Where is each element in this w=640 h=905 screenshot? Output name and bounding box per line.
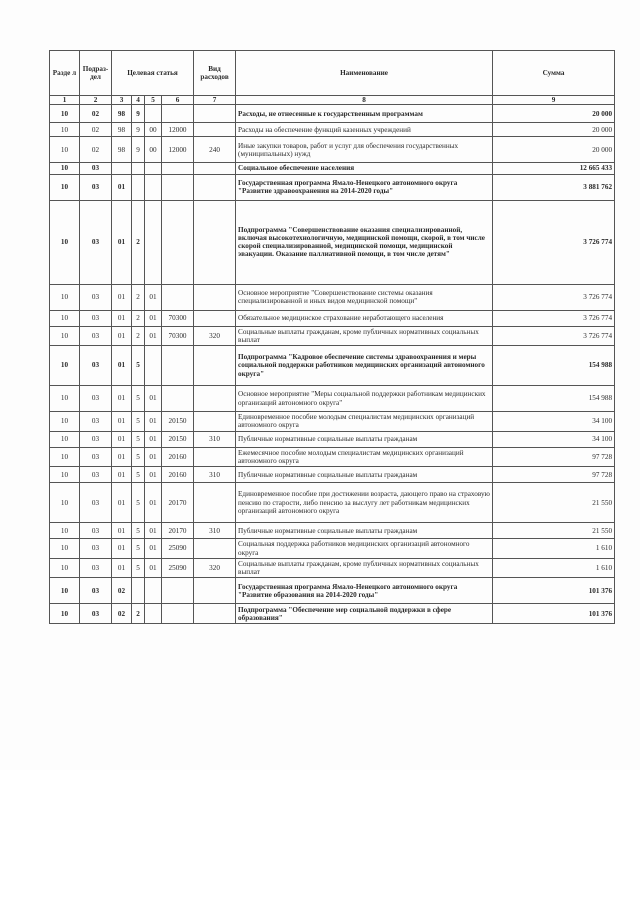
- cell-expense-type: [194, 123, 236, 137]
- cell-subprogram: 5: [132, 467, 145, 483]
- cell-sum: 154 988: [493, 386, 615, 412]
- cell-podrazdel: 02: [80, 123, 112, 137]
- cell-expense-type: [194, 447, 236, 467]
- cell-subprogram: [132, 174, 145, 200]
- cell-podrazdel: 03: [80, 412, 112, 432]
- cell-sum: 3 726 774: [493, 326, 615, 346]
- cell-activity: 00: [145, 137, 162, 163]
- cell-podrazdel: 02: [80, 137, 112, 163]
- cell-direction: 70300: [162, 326, 194, 346]
- cell-razdel: 10: [50, 174, 80, 200]
- cell-sum: 12 665 433: [493, 163, 615, 174]
- cell-expense-type: [194, 200, 236, 284]
- header-expense-type: Вид расходов: [194, 51, 236, 96]
- cell-razdel: 10: [50, 467, 80, 483]
- cell-podrazdel: 03: [80, 483, 112, 523]
- column-number: 3: [112, 96, 132, 105]
- cell-subprogram: 2: [132, 310, 145, 326]
- cell-expense-type: [194, 386, 236, 412]
- cell-activity: 01: [145, 386, 162, 412]
- cell-razdel: 10: [50, 431, 80, 447]
- cell-expense-type: [194, 346, 236, 386]
- cell-program: 01: [112, 346, 132, 386]
- cell-razdel: 10: [50, 137, 80, 163]
- cell-expense-type: [194, 578, 236, 604]
- cell-name: Единовременное пособие молодым специалистам медицинских организаций автономного округа: [236, 412, 493, 432]
- cell-direction: [162, 578, 194, 604]
- cell-direction: [162, 174, 194, 200]
- cell-podrazdel: 03: [80, 346, 112, 386]
- cell-expense-type: 310: [194, 523, 236, 539]
- cell-direction: 25090: [162, 558, 194, 578]
- cell-sum: 21 550: [493, 483, 615, 523]
- cell-razdel: 10: [50, 539, 80, 559]
- cell-subprogram: 5: [132, 412, 145, 432]
- table-row: [50, 431, 615, 447]
- header-name: Наименование: [236, 51, 493, 96]
- cell-program: 01: [112, 467, 132, 483]
- cell-name: Иные закупки товаров, работ и услуг для обеспечения государственных (муниципальных) нужд: [236, 137, 493, 163]
- table-row: [50, 200, 615, 284]
- cell-activity: [145, 163, 162, 174]
- cell-name: Публичные нормативные социальные выплаты гражданам: [236, 467, 493, 483]
- cell-sum: 1 610: [493, 539, 615, 559]
- cell-sum: 154 988: [493, 346, 615, 386]
- cell-name: Государственная программа Ямало-Ненецкого автономного округа "Развитие здравоохранения на 2014-2020 годы": [236, 174, 493, 200]
- column-number: 6: [162, 96, 194, 105]
- cell-direction: [162, 163, 194, 174]
- cell-direction: [162, 346, 194, 386]
- table-row: [50, 578, 615, 604]
- cell-name: Обязательное медицинское страхование неработающего населения: [236, 310, 493, 326]
- cell-sum: 97 728: [493, 467, 615, 483]
- cell-expense-type: 310: [194, 431, 236, 447]
- cell-expense-type: [194, 412, 236, 432]
- cell-program: 01: [112, 386, 132, 412]
- cell-razdel: 10: [50, 163, 80, 174]
- table-row: [50, 174, 615, 200]
- cell-podrazdel: 03: [80, 604, 112, 624]
- cell-expense-type: [194, 284, 236, 310]
- cell-activity: 01: [145, 539, 162, 559]
- cell-direction: 20150: [162, 412, 194, 432]
- cell-podrazdel: 03: [80, 578, 112, 604]
- cell-direction: 12000: [162, 123, 194, 137]
- cell-sum: 21 550: [493, 523, 615, 539]
- table-row: [50, 346, 615, 386]
- cell-program: [112, 163, 132, 174]
- cell-razdel: 10: [50, 604, 80, 624]
- cell-activity: 01: [145, 523, 162, 539]
- cell-sum: 101 376: [493, 578, 615, 604]
- table-row: [50, 539, 615, 559]
- column-number-row: [50, 96, 615, 105]
- cell-program: 01: [112, 558, 132, 578]
- cell-subprogram: 5: [132, 386, 145, 412]
- table-row: [50, 105, 615, 123]
- cell-direction: [162, 386, 194, 412]
- table-row: [50, 558, 615, 578]
- cell-name: Социальные выплаты гражданам, кроме публичных нормативных социальных выплат: [236, 326, 493, 346]
- cell-program: 01: [112, 431, 132, 447]
- header-target-article: Целевая статья: [112, 51, 194, 96]
- cell-name: Подпрограмма "Обеспечение мер социальной поддержки в сфере образования": [236, 604, 493, 624]
- cell-razdel: 10: [50, 310, 80, 326]
- cell-activity: [145, 604, 162, 624]
- table-row: [50, 284, 615, 310]
- cell-activity: 01: [145, 284, 162, 310]
- cell-activity: [145, 578, 162, 604]
- column-number: 7: [194, 96, 236, 105]
- cell-subprogram: [132, 578, 145, 604]
- cell-podrazdel: 03: [80, 447, 112, 467]
- header-podrazdel: Подраз-дел: [80, 51, 112, 96]
- cell-activity: 00: [145, 123, 162, 137]
- cell-sum: 3 726 774: [493, 310, 615, 326]
- cell-program: 02: [112, 604, 132, 624]
- table-body: [50, 105, 615, 624]
- cell-program: 01: [112, 539, 132, 559]
- cell-direction: 20170: [162, 523, 194, 539]
- cell-name: Основное мероприятие "Меры социальной поддержки работникам медицинских организаций автономного округа": [236, 386, 493, 412]
- cell-activity: 01: [145, 326, 162, 346]
- cell-program: 01: [112, 483, 132, 523]
- cell-direction: 20150: [162, 431, 194, 447]
- table-row: [50, 604, 615, 624]
- cell-program: 01: [112, 284, 132, 310]
- cell-name: Подпрограмма "Кадровое обеспечение системы здравоохранения и меры социальной поддержки работников медицинских организаций автономного округа": [236, 346, 493, 386]
- cell-program: 01: [112, 200, 132, 284]
- cell-activity: 01: [145, 447, 162, 467]
- cell-direction: [162, 105, 194, 123]
- cell-program: 98: [112, 137, 132, 163]
- cell-expense-type: 320: [194, 326, 236, 346]
- table-row: [50, 310, 615, 326]
- cell-podrazdel: 03: [80, 200, 112, 284]
- cell-razdel: 10: [50, 523, 80, 539]
- cell-subprogram: 9: [132, 105, 145, 123]
- cell-name: Социальная поддержка работников медицинских организаций автономного округа: [236, 539, 493, 559]
- cell-activity: 01: [145, 412, 162, 432]
- cell-razdel: 10: [50, 346, 80, 386]
- cell-program: 01: [112, 174, 132, 200]
- cell-sum: 1 610: [493, 558, 615, 578]
- cell-program: 98: [112, 105, 132, 123]
- cell-activity: [145, 346, 162, 386]
- cell-sum: 3 726 774: [493, 284, 615, 310]
- column-number: 5: [145, 96, 162, 105]
- cell-subprogram: 2: [132, 284, 145, 310]
- cell-name: Единовременное пособие при достижении возраста, дающего право на страховую пенсию по старости, либо пенсию за выслугу лет работникам медицинских организаций автономного округа: [236, 483, 493, 523]
- column-number: 1: [50, 96, 80, 105]
- cell-expense-type: [194, 604, 236, 624]
- table-row: [50, 447, 615, 467]
- cell-name: Государственная программа Ямало-Ненецкого автономного округа "Развитие образования на 2014-2020 годы": [236, 578, 493, 604]
- cell-sum: 20 000: [493, 137, 615, 163]
- cell-direction: 20170: [162, 483, 194, 523]
- cell-name: Социальное обеспечение населения: [236, 163, 493, 174]
- cell-razdel: 10: [50, 558, 80, 578]
- cell-name: Подпрограмма "Совершенствование оказания специализированной, включая высокотехнологичную, медицинской помощи, скорой, в том числе скорой специализированной, медицинской помощи, медицинской эвакуации. Оказание паллиативной помощи, в том числе детям": [236, 200, 493, 284]
- cell-subprogram: 9: [132, 123, 145, 137]
- cell-razdel: 10: [50, 578, 80, 604]
- cell-activity: 01: [145, 310, 162, 326]
- cell-program: 01: [112, 412, 132, 432]
- header-row: [50, 51, 615, 96]
- cell-activity: [145, 174, 162, 200]
- cell-sum: 34 100: [493, 412, 615, 432]
- cell-razdel: 10: [50, 200, 80, 284]
- table-row: [50, 163, 615, 174]
- cell-podrazdel: 03: [80, 310, 112, 326]
- cell-podrazdel: 03: [80, 467, 112, 483]
- cell-podrazdel: 03: [80, 326, 112, 346]
- cell-program: 01: [112, 523, 132, 539]
- cell-subprogram: 9: [132, 137, 145, 163]
- cell-razdel: 10: [50, 447, 80, 467]
- cell-sum: 97 728: [493, 447, 615, 467]
- cell-subprogram: 5: [132, 523, 145, 539]
- table-row: [50, 137, 615, 163]
- cell-razdel: 10: [50, 326, 80, 346]
- cell-sum: 3 881 762: [493, 174, 615, 200]
- cell-razdel: 10: [50, 105, 80, 123]
- cell-program: 02: [112, 578, 132, 604]
- cell-expense-type: [194, 163, 236, 174]
- cell-activity: 01: [145, 467, 162, 483]
- cell-subprogram: 5: [132, 346, 145, 386]
- cell-program: 01: [112, 310, 132, 326]
- column-number: 4: [132, 96, 145, 105]
- cell-razdel: 10: [50, 386, 80, 412]
- cell-direction: 12000: [162, 137, 194, 163]
- table-row: [50, 467, 615, 483]
- cell-podrazdel: 03: [80, 558, 112, 578]
- table-row: [50, 326, 615, 346]
- cell-activity: [145, 200, 162, 284]
- cell-name: Расходы, не отнесенные к государственным программам: [236, 105, 493, 123]
- cell-subprogram: 5: [132, 483, 145, 523]
- cell-direction: [162, 284, 194, 310]
- cell-activity: 01: [145, 483, 162, 523]
- cell-direction: 70300: [162, 310, 194, 326]
- cell-podrazdel: 03: [80, 431, 112, 447]
- column-number: 8: [236, 96, 493, 105]
- cell-expense-type: [194, 310, 236, 326]
- cell-podrazdel: 02: [80, 105, 112, 123]
- cell-subprogram: 2: [132, 604, 145, 624]
- cell-name: Расходы на обеспечение функций казенных учреждений: [236, 123, 493, 137]
- cell-activity: [145, 105, 162, 123]
- cell-name: Публичные нормативные социальные выплаты гражданам: [236, 431, 493, 447]
- cell-sum: 20 000: [493, 105, 615, 123]
- cell-sum: 101 376: [493, 604, 615, 624]
- cell-activity: 01: [145, 431, 162, 447]
- cell-activity: 01: [145, 558, 162, 578]
- cell-subprogram: 2: [132, 200, 145, 284]
- table-row: [50, 523, 615, 539]
- cell-direction: 20160: [162, 467, 194, 483]
- cell-podrazdel: 03: [80, 386, 112, 412]
- column-number: 9: [493, 96, 615, 105]
- cell-expense-type: [194, 483, 236, 523]
- cell-razdel: 10: [50, 483, 80, 523]
- cell-podrazdel: 03: [80, 523, 112, 539]
- cell-subprogram: 5: [132, 431, 145, 447]
- cell-expense-type: 320: [194, 558, 236, 578]
- cell-name: Социальные выплаты гражданам, кроме публичных нормативных социальных выплат: [236, 558, 493, 578]
- column-number: 2: [80, 96, 112, 105]
- cell-subprogram: 5: [132, 447, 145, 467]
- cell-name: Публичные нормативные социальные выплаты гражданам: [236, 523, 493, 539]
- cell-expense-type: 240: [194, 137, 236, 163]
- blank-margin: [0, 770, 640, 905]
- cell-direction: 25090: [162, 539, 194, 559]
- cell-podrazdel: 03: [80, 174, 112, 200]
- cell-sum: 3 726 774: [493, 200, 615, 284]
- cell-expense-type: [194, 174, 236, 200]
- table-row: [50, 123, 615, 137]
- cell-sum: 34 100: [493, 431, 615, 447]
- cell-podrazdel: 03: [80, 163, 112, 174]
- cell-sum: 20 000: [493, 123, 615, 137]
- cell-subprogram: 5: [132, 539, 145, 559]
- header-sum: Сумма: [493, 51, 615, 96]
- cell-program: 01: [112, 326, 132, 346]
- cell-subprogram: 5: [132, 558, 145, 578]
- cell-razdel: 10: [50, 412, 80, 432]
- cell-name: Ежемесячное пособие молодым специалистам медицинских организаций автономного округа: [236, 447, 493, 467]
- cell-direction: [162, 200, 194, 284]
- cell-razdel: 10: [50, 284, 80, 310]
- cell-direction: 20160: [162, 447, 194, 467]
- cell-name: Основное мероприятие "Совершенствование системы оказания специализированной и иных видов медицинской помощи": [236, 284, 493, 310]
- cell-direction: [162, 604, 194, 624]
- table-row: [50, 483, 615, 523]
- cell-program: 98: [112, 123, 132, 137]
- table-row: [50, 412, 615, 432]
- cell-expense-type: [194, 539, 236, 559]
- budget-table: [49, 50, 615, 624]
- cell-expense-type: [194, 105, 236, 123]
- cell-subprogram: [132, 163, 145, 174]
- cell-program: 01: [112, 447, 132, 467]
- cell-subprogram: 2: [132, 326, 145, 346]
- cell-podrazdel: 03: [80, 284, 112, 310]
- cell-podrazdel: 03: [80, 539, 112, 559]
- cell-expense-type: 310: [194, 467, 236, 483]
- table-row: [50, 386, 615, 412]
- header-razdel: Разде л: [50, 51, 80, 96]
- cell-razdel: 10: [50, 123, 80, 137]
